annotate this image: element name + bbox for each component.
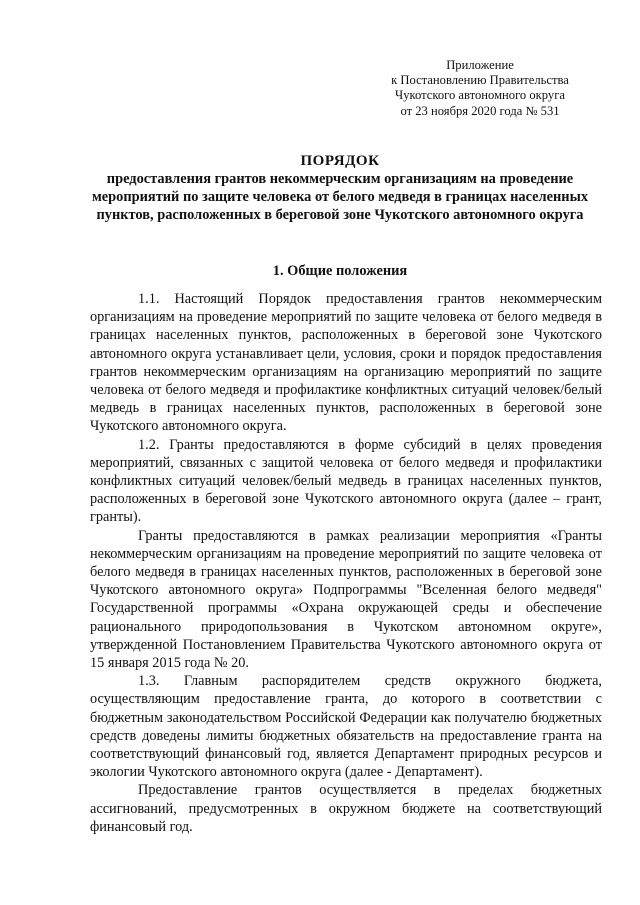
paragraph: 1.2. Гранты предоставляются в форме субсидий в целях проведения мероприятий, связанных с защитой человека от белого медведя и профилактики конфликтных ситуаций человек/белый медведь в границах населенных пунктов, расположенных в береговой зоне Чукотского автономного округа (далее – грант, гранты).	[90, 436, 602, 526]
document-body	[90, 290, 602, 836]
appendix-line: к Постановлению Правительства	[391, 73, 569, 88]
title-subtitle: предоставления грантов некоммерческим организациям на проведение мероприятий по защите человека от белого медведя в границах населенных пунктов, расположенных в береговой зоне Чукотского автономного округа	[91, 171, 589, 223]
title-main: ПОРЯДОК	[300, 153, 380, 169]
document-title	[90, 152, 590, 224]
paragraph: Предоставление грантов осуществляется в пределах бюджетных ассигнований, предусмотренных в окружном бюджете на соответствующий финансовый год.	[90, 782, 602, 835]
appendix-line: Чукотского автономного округа	[395, 88, 565, 103]
appendix-line: Приложение	[446, 58, 514, 72]
section-heading: 1. Общие положения	[272, 263, 408, 279]
appendix-line: от 23 ноября 2020 года № 531	[400, 103, 560, 118]
paragraph: 1.1. Настоящий Порядок предоставления грантов некоммерческим организациям на проведение мероприятий по защите человека от белого медведя в границах населенных пунктов, расположенных в береговой зоне Чукотского автономного округа устанавливает цели, условия, сроки и порядок предоставления грантов некоммерческим организациям на организацию мероприятий по защите человека от белого медведя и профилактике конфликтных ситуаций человек/белый медведь в границах населенных пунктов, расположенных в береговой зоне Чукотского автономного округа.	[90, 291, 602, 435]
paragraph: Гранты предоставляются в рамках реализации мероприятия «Гранты некоммерческим организациям на проведение мероприятий по защите человека от белого медведя в границах населенных пунктов, расположенных в береговой зоне Чукотского автономного округа» Подпрограммы "Вселенная белого медведя" Государственной программы «Охрана окружающей среды и обеспечение рационального природопользования в Чукотском автономном округе», утвержденной Постановлением Правительства Чукотского автономного округа от 15 января 2015 года № 20.	[90, 527, 602, 672]
paragraph: 1.3. Главным распорядителем средств окружного бюджета, осуществляющим предоставление гранта, до которого в соответствии с бюджетным законодательством Российской Федерации как получателю бюджетных средств доведены лимиты бюджетных обязательств на предоставление гранта на соответствующий финансовый год, является Департамент природных ресурсов и экологии Чукотского автономного округа (далее - Департамент).	[90, 673, 602, 781]
appendix-header	[360, 58, 600, 119]
